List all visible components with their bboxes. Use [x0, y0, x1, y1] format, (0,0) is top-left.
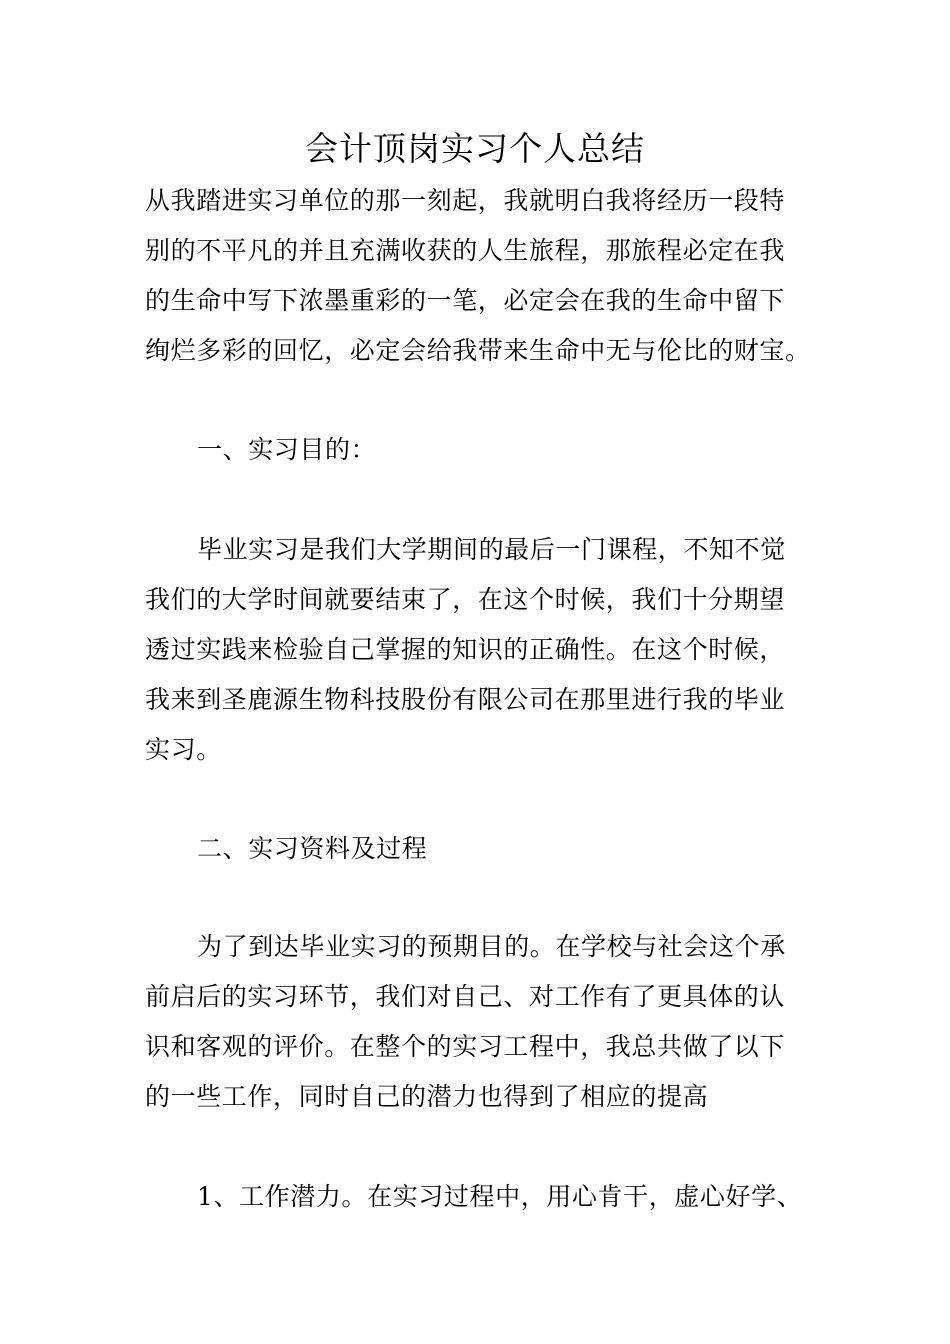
section1-line-4: 我来到圣鹿源生物科技股份有限公司在那里进行我的毕业: [145, 685, 786, 714]
item1-line-1: 1、工作潜力。在实习过程中，用心肯干，虚心好学、: [197, 1182, 803, 1211]
intro-line-1: 从我踏进实习单位的那一刻起，我就明白我将经历一段特: [145, 186, 786, 215]
intro-line-2: 别的不平凡的并且充满收获的人生旅程，那旅程必定在我: [145, 236, 786, 265]
intro-line-3: 的生命中写下浓墨重彩的一笔，必定会在我的生命中留下: [145, 286, 786, 315]
section2-paragraph: [145, 922, 810, 1122]
section1-heading: 一、实习目的：: [197, 435, 377, 464]
section2-line-2: 前启后的实习环节，我们对自己、对工作有了更具体的认: [145, 982, 786, 1011]
section2-heading: 二、实习资料及过程: [197, 834, 428, 863]
document-title: 会计顶岗实习个人总结: [305, 129, 645, 168]
section2-line-1: 为了到达毕业实习的预期目的。在学校与社会这个承: [197, 932, 786, 961]
section1-paragraph: [145, 525, 810, 775]
section1-heading-block: [145, 425, 810, 475]
section1-line-2: 我们的大学时间就要结束了，在这个时候，我们十分期望: [145, 585, 786, 614]
section1-line-5: 实习。: [145, 735, 222, 764]
intro-paragraph: [145, 176, 810, 376]
section2-line-4: 的一些工作，同时自己的潜力也得到了相应的提高: [145, 1082, 709, 1111]
intro-line-4: 绚烂多彩的回忆，必定会给我带来生命中无与伦比的财宝。: [145, 336, 811, 365]
item1-paragraph: [145, 1172, 810, 1222]
section2-line-3: 识和客观的评价。在整个的实习工程中，我总共做了以下: [145, 1032, 786, 1061]
section2-heading-block: [145, 824, 810, 874]
section1-line-1: 毕业实习是我们大学期间的最后一门课程，不知不觉: [197, 535, 786, 564]
section1-line-3: 透过实践来检验自己掌握的知识的正确性。在这个时候，: [145, 635, 786, 664]
